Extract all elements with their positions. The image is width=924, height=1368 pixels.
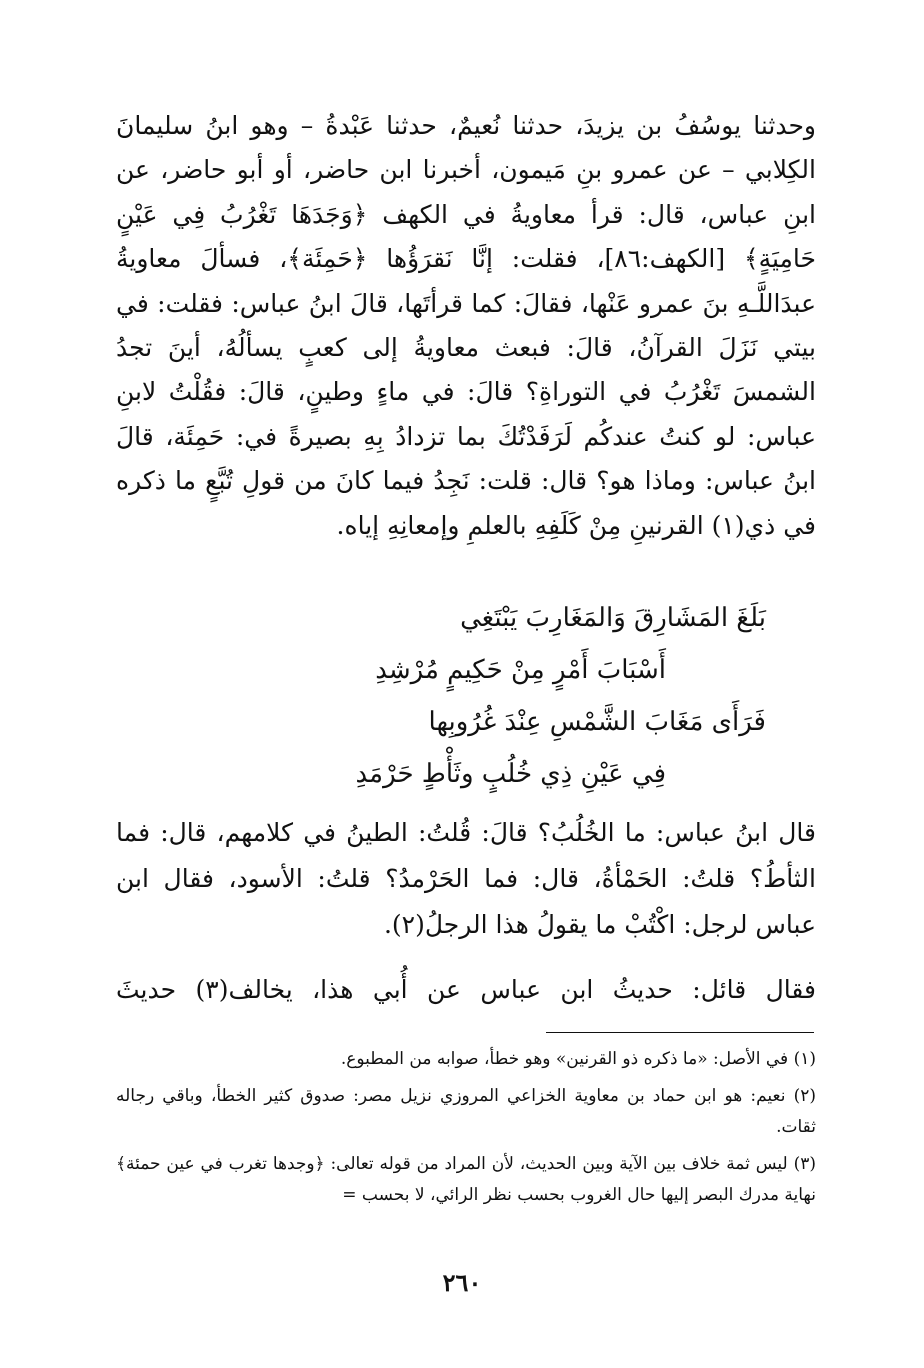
footnote-3: (٣) ليس ثمة خلاف بين الآية وبين الحديث، لأن المراد من قوله تعالى: ﴿وجدها تغرب في عين حمئة﴾ نهاية مدرك البصر إليها حال الغروب بحسب نظر الرائي، لا بحسب = [116,1154,816,1205]
main-text [116,104,816,548]
main-text-continued [116,810,816,948]
verse-line-3: فَرَأَى مَغَابَ الشَّمْسِ عِنْدَ غُرُوبِها [428,707,766,737]
page-number: ٢٦٠ [442,1268,482,1297]
paragraph-2: قال ابنُ عباس: ما الخُلُبُ؟ قالَ: قُلتُ: الطينُ في كلامهم، قال: فما الثأطُ؟ قلتُ: الحَمْأةُ، قال: فما الحَرْمدُ؟ قلتُ: الأسود، فقال ابن عباس لرجل: اكْتُبْ ما يقولُ هذا الرجلُ(٢). [116,818,816,939]
footnotes [116,1044,816,1217]
paragraph-3: فقال قائل: حديثُ ابن عباس عن أُبي هذا، يخالف(٣) حديثَ [116,975,816,1004]
footnote-1: (١) في الأصل: «ما ذكره ذو القرنين» وهو خطأ، صوابه من المطبوع. [340,1049,816,1069]
footnote-separator [546,1032,814,1033]
footnote-2: (٢) نعيم: هو ابن حماد بن معاوية الخزاعي المروزي نزيل مصر: صدوق كثير الخطأ، وباقي رجاله ثقات. [116,1086,816,1137]
poem-verses [116,592,816,800]
paragraph-1: وحدثنا يوسُفُ بن يزيدَ، حدثنا نُعيمٌ، حدثنا عَبْدةُ – وهو ابنُ سليمانَ الكِلابي – عن عمرو بنِ مَيمون، أخبرنا ابن حاضر، أو أبو حاضر، عن ابنِ عباس، قال: قرأ معاويةُ في الكهف ﴿وَجَدَهَا تَغْرُبُ فِي عَيْنٍ حَامِيَةٍ﴾ [الكهف:٨٦]، فقلت: إنَّا نَقرَؤُها ﴿حَمِئَة﴾، فسألَ معاويةُ عبدَاللَّـهِ بنَ عمرو عَنْها، فقالَ: كما قرأتَها، قالَ ابنُ عباس: فقلت: في بيتي نَزَلَ القرآنُ، قالَ: فبعث معاويةُ إلى كعبٍ يسألُهُ، أينَ تجدُ الشمسَ تَغْرُبُ في التوراةِ؟ قالَ: في ماءٍ وطينٍ، قالَ: فقُلْتُ لابنِ عباس: لو كنتُ عندكُم لَرَفَدْتُكَ بما تزدادُ بِهِ بصيرةً في: حَمِئَة، قالَ ابنُ عباس: وماذا هو؟ قال: قلت: نَجِدُ فيما كانَ من قولِ تُبَّعٍ ما ذكره في ذي(١) القرنينِ مِنْ كَلَفِهِ بالعلمِ وإمعانِهِ إياه. [116,111,817,540]
verse-line-4: فِي عَيْنِ ذِي خُلُبٍ وثَأْطٍ حَرْمَدِ [355,759,666,789]
verse-line-2: أَسْبَابَ أَمْرٍ مِنْ حَكِيمٍ مُرْشِدِ [375,655,666,685]
verse-line-1: بَلَغَ المَشَارِقَ وَالمَغَارِبَ يَبْتَغِي [460,603,766,633]
